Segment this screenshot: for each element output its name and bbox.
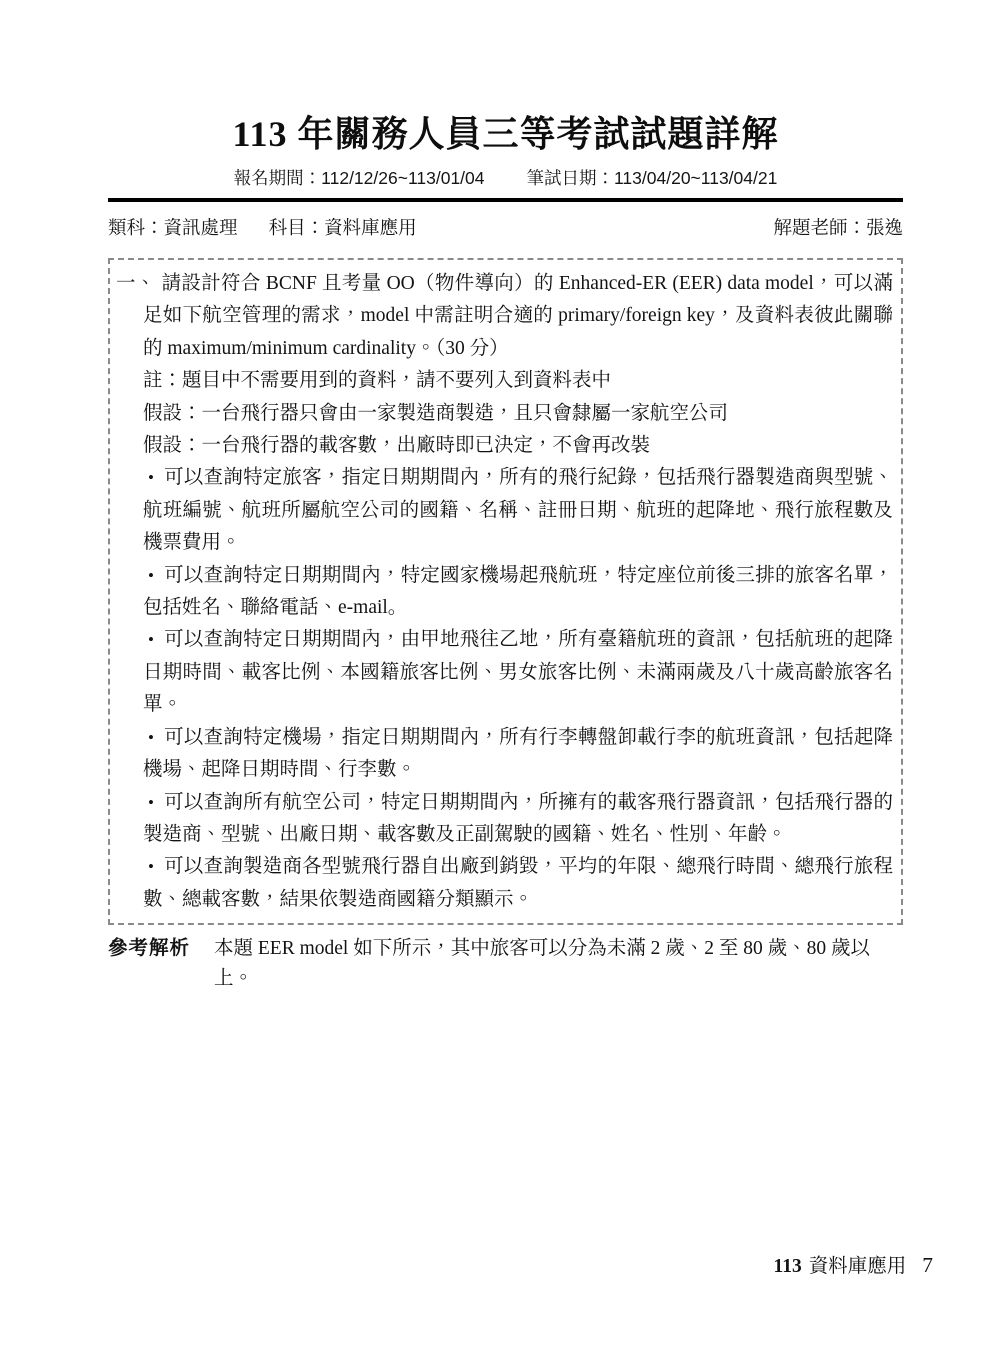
bullet-icon: • bbox=[148, 468, 154, 488]
question-box bbox=[108, 258, 903, 925]
requirement-text: 可以查詢特定機場，指定日期期間內，所有行李轉盤卸載行李的航班資訊，包括起降機場、起降日期時間、行李數。 bbox=[143, 726, 893, 781]
subject-label: 科目：資料庫應用 bbox=[268, 217, 417, 238]
requirement-list bbox=[116, 462, 893, 916]
requirement-text: 可以查詢特定日期期間內，由甲地飛往乙地，所有臺籍航班的資訊，包括航班的起降日期時間、載客比例、本國籍旅客比例、男女旅客比例、未滿兩歲及八十歲高齡旅客名單。 bbox=[143, 629, 893, 716]
analysis-row bbox=[108, 934, 903, 994]
requirement-text: 可以查詢所有航空公司，特定日期期間內，所擁有的載客飛行器資訊，包括飛行器的製造商、型號、出廠日期、載客數及正副駕駛的國籍、姓名、性別、年齡。 bbox=[143, 791, 893, 845]
bullet-icon: • bbox=[148, 630, 154, 650]
question-note: 註：題目中不需要用到的資料，請不要列入到資料表中 bbox=[143, 370, 612, 392]
analysis-text: 本題 EER model 如下所示，其中旅客可以分為未滿 2 歲、2 至 80 歲、80 歲以上。 bbox=[214, 938, 870, 990]
meta-row bbox=[108, 215, 903, 241]
category-label: 類科：資訊處理 bbox=[108, 217, 238, 238]
question-body: 請設計符合 BCNF 且考量 OO（物件導向）的 Enhanced-ER (EER) data model，可以滿足如下航空管理的需求，model 中需註明合適的 primary/foreign key，及資料表彼此關聯的 maximum/minimum cardinality。（30 分） bbox=[143, 273, 893, 359]
question-number: 一、 bbox=[116, 273, 156, 294]
requirement-item bbox=[116, 624, 893, 721]
requirement-text: 可以查詢特定旅客，指定日期期間內，所有的飛行紀錄，包括飛行器製造商與型號、航班編號、航班所屬航空公司的國籍、名稱、註冊日期、航班的起降地、飛行旅程數及機票費用。 bbox=[143, 467, 893, 554]
bullet-icon: • bbox=[148, 792, 154, 812]
analysis-label: 參考解析 bbox=[108, 938, 191, 960]
page-footer bbox=[774, 1251, 933, 1281]
content-column bbox=[108, 0, 903, 994]
requirement-item bbox=[116, 722, 893, 787]
instructor-label: 解題老師：張逸 bbox=[773, 217, 903, 238]
requirement-item bbox=[116, 851, 893, 916]
header-rule-divider bbox=[108, 198, 903, 202]
requirement-text: 可以查詢特定日期期間內，特定國家機場起飛航班，特定座位前後三排的旅客名單，包括姓名、聯絡電話、e-mail。 bbox=[143, 564, 893, 619]
footer-year: 113 bbox=[773, 1256, 802, 1277]
question-paragraph bbox=[116, 268, 893, 365]
meta-left bbox=[108, 215, 417, 241]
footer-page-number: 7 bbox=[922, 1253, 933, 1277]
bullet-icon: • bbox=[148, 857, 154, 877]
requirement-item bbox=[116, 787, 893, 852]
question-note: 假設：一台飛行器只會由一家製造商製造，且只會隸屬一家航空公司 bbox=[143, 402, 729, 424]
requirement-item bbox=[116, 560, 893, 625]
requirement-text: 可以查詢製造商各型號飛行器自出廠到銷毀，平均的年限、總飛行時間、總飛行旅程數、總載客數，結果依製造商國籍分類顯示。 bbox=[143, 856, 893, 910]
bullet-icon: • bbox=[148, 727, 154, 747]
written-exam-date: 筆試日期：113/04/20~113/04/21 bbox=[526, 168, 778, 188]
page-title: 113 年關務人員三等考試試題詳解 bbox=[232, 114, 779, 154]
registration-period: 報名期間：112/12/26~113/01/04 bbox=[233, 168, 485, 188]
requirement-item bbox=[116, 462, 893, 559]
question-note: 假設：一台飛行器的載客數，出廠時即已決定，不會再改裝 bbox=[143, 435, 651, 457]
exam-dates-line bbox=[108, 166, 903, 190]
footer-subject: 資料庫應用 bbox=[808, 1256, 907, 1277]
bullet-icon: • bbox=[148, 565, 154, 585]
